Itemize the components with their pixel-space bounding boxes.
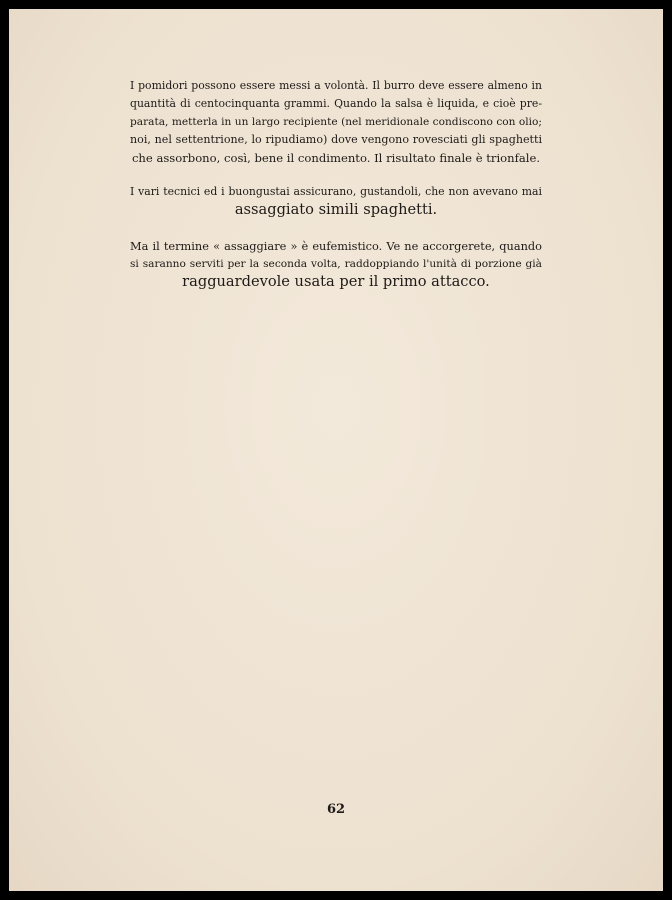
page-number: 62: [326, 802, 346, 817]
paragraph-line: si saranno serviti per la seconda volta, raddoppiando l'unità di porzione già: [130, 258, 542, 270]
book-page: [9, 9, 663, 891]
paragraph-3: [130, 237, 542, 291]
paragraph-line: noi, nel settentrione, lo ripudiamo) dove vengono rovesciati gli spaghetti: [130, 133, 542, 146]
paragraph-line: I pomidori possono essere messi a volontà. Il burro deve essere almeno in: [130, 79, 542, 92]
paragraph-line: Ma il termine « assaggiare » è eufemistico. Ve ne accorgerete, quando: [130, 239, 542, 253]
paragraph-line: quantità di centocinquanta grammi. Quando la salsa è liquida, e cioè pre-: [130, 97, 542, 110]
paragraph-line: che assorbono, così, bene il condimento. Il risultato finale è trionfale.: [131, 151, 541, 165]
paragraph-line: assaggiato simili spaghetti.: [234, 201, 438, 218]
paragraph-line: ragguardevole usata per il primo attacco.: [182, 273, 490, 290]
paragraph-line: I vari tecnici ed i buongustai assicurano, gustandoli, che non avevano mai: [130, 185, 542, 198]
paragraph-2: [130, 183, 542, 219]
paragraph-1: [130, 77, 542, 167]
paragraph-line: parata, metterla in un largo recipiente (nel meridionale condiscono con olio;: [130, 116, 542, 128]
